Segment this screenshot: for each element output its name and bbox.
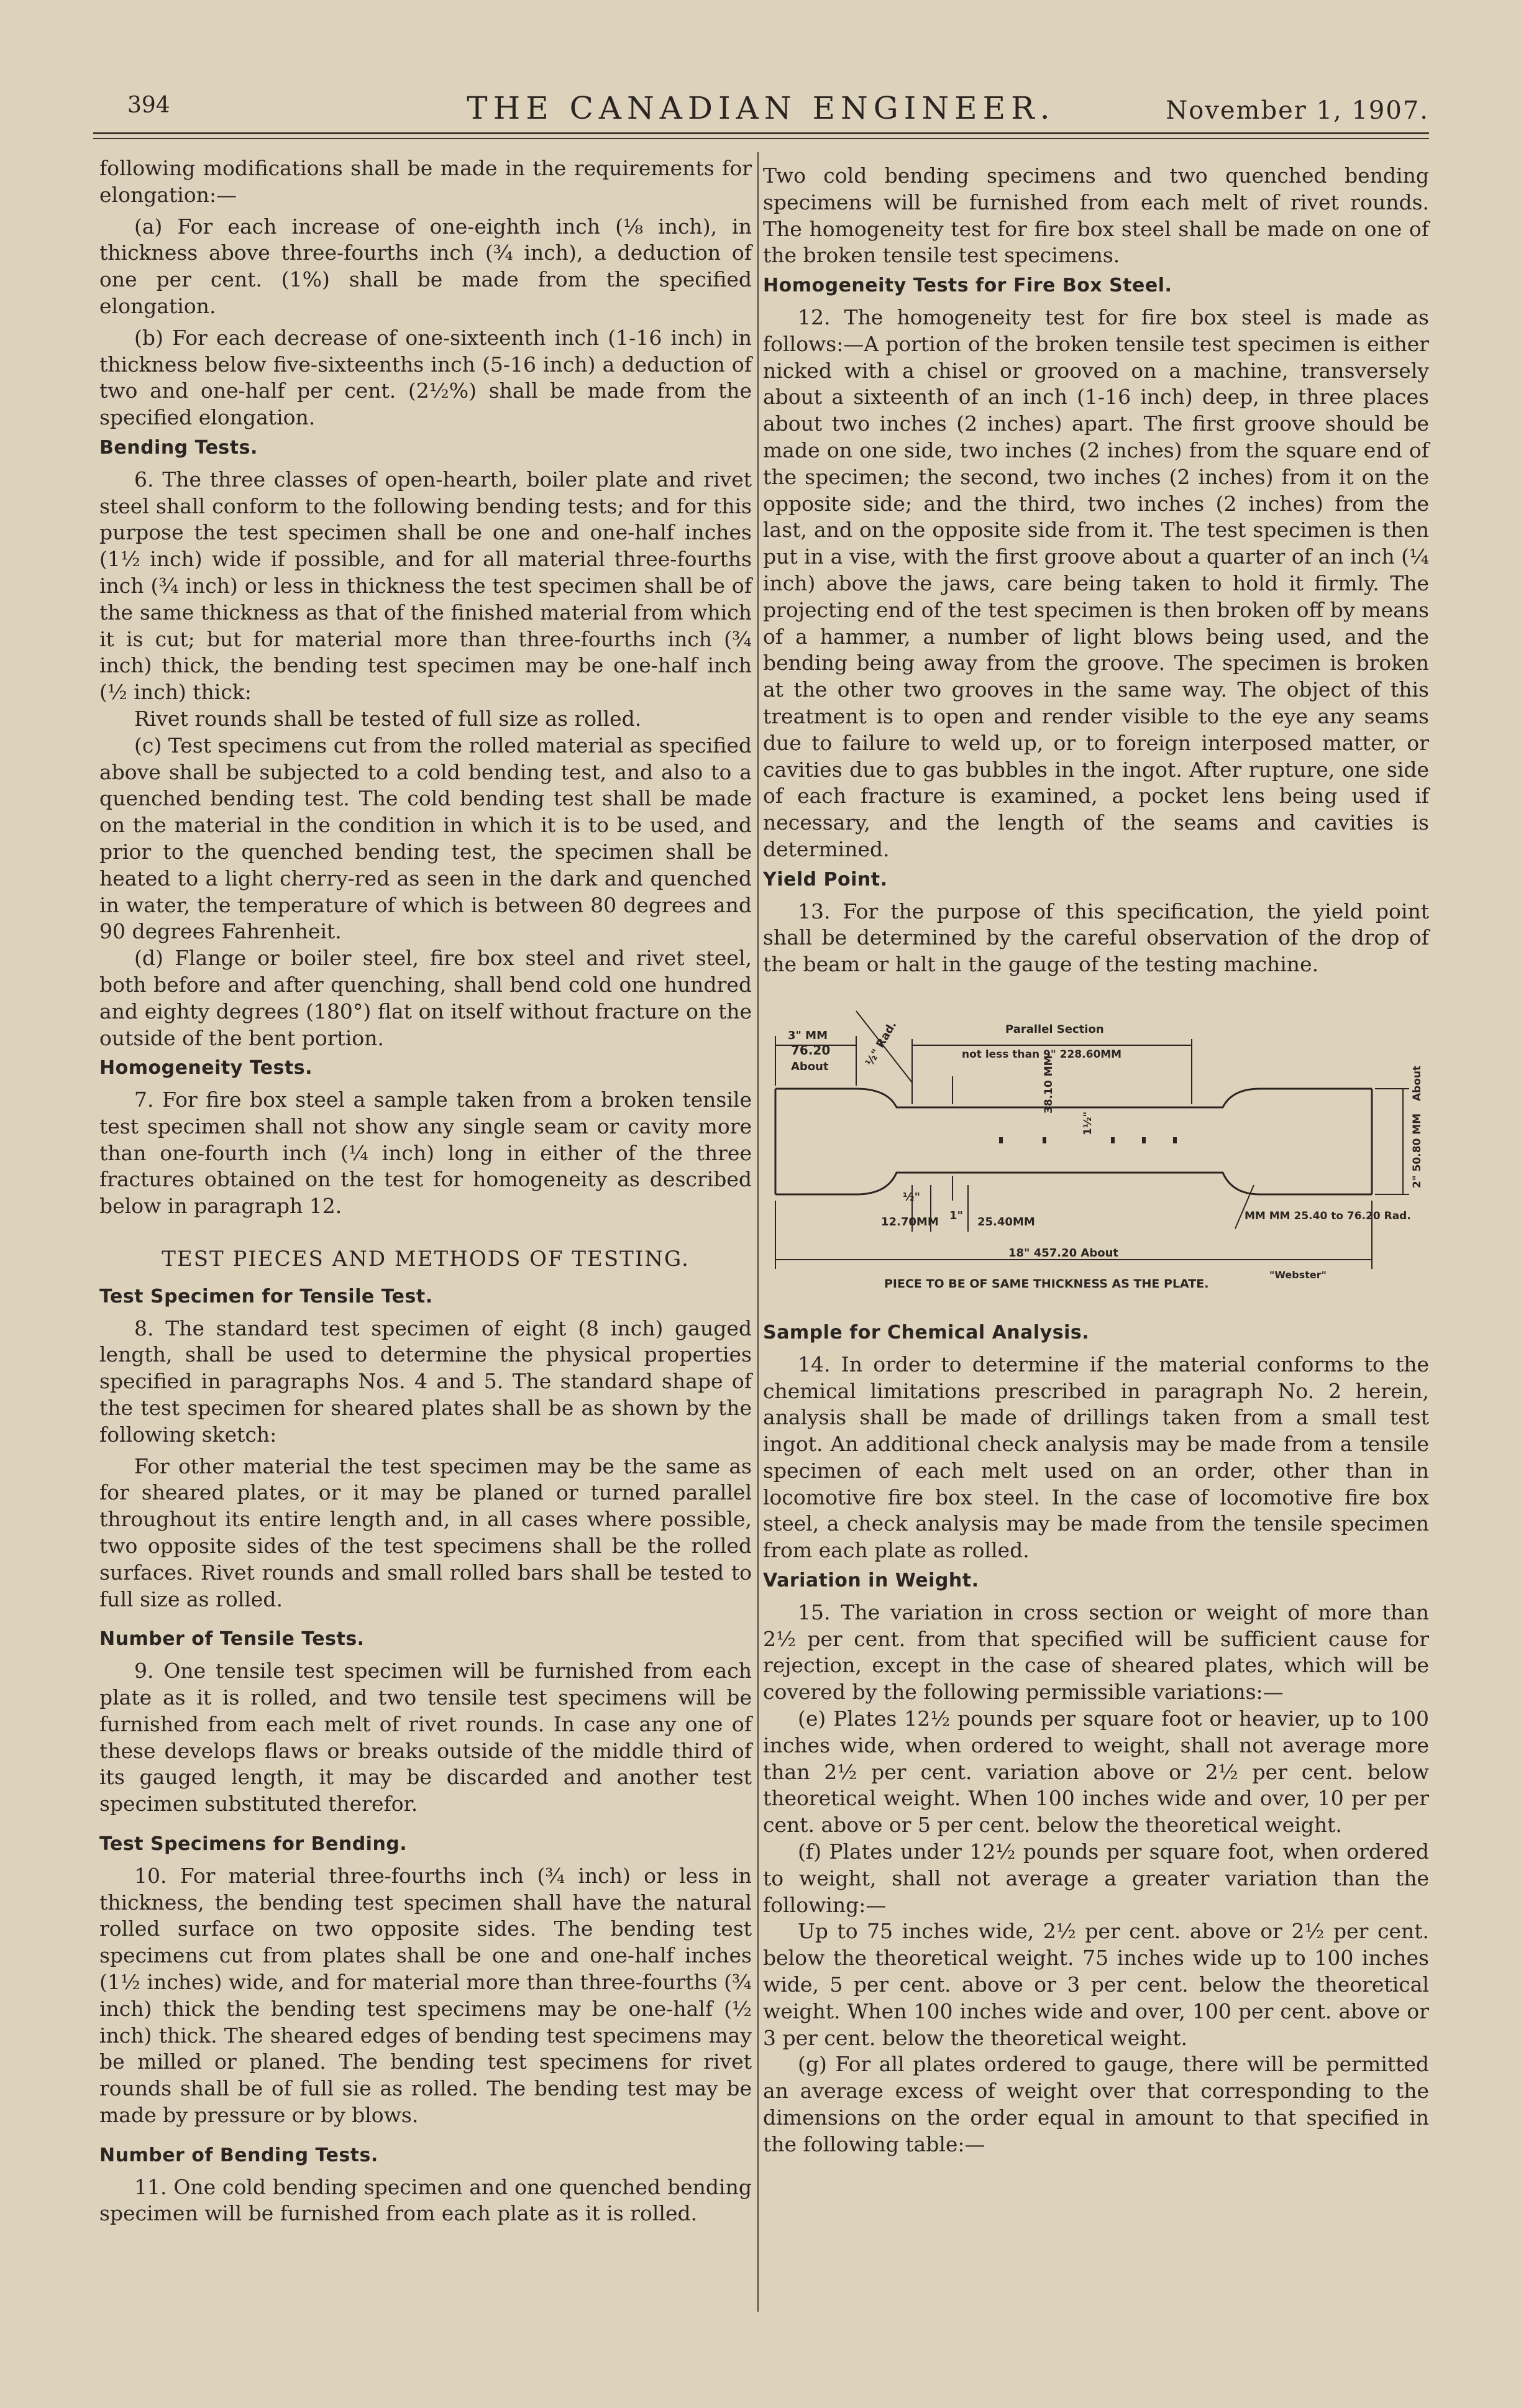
height-right: 2" 50.80 MM (1411, 1113, 1423, 1188)
journal-title: THE CANADIAN ENGINEER. (467, 90, 1056, 126)
paragraph: 14. In order to determine if the material conforms to the chemical limitations prescribed in paragraph No. 2 herein, analysis shall be made of drillings taken from a small test ingot. An additional check analysis may be made from a tensile specimen of each melt used on an order, other than in locomotive fire box steel. In the case of locomotive fire box steel, a check analysis may be made from the tensile specimen from each plate as rolled. (763, 1352, 1429, 1563)
paragraph: 8. The standard test specimen of eight (8 inch) gauged length, shall be used to determine the physical properties specified in paragraphs Nos. 4 and 5. The standard shape of the test specimen for sheared plates shall be as shown by the following sketch: (99, 1316, 752, 1447)
specimen-sketch (763, 1008, 1429, 1306)
section-heading: Number of Bending Tests. (99, 2144, 378, 2166)
column-divider (757, 152, 759, 2312)
dim-left-top: 3" MM (788, 1028, 828, 1042)
page-header (93, 90, 1429, 134)
header-rule-thin (93, 138, 1429, 139)
about-right: About (1411, 1065, 1423, 1101)
section-heading: Yield Point. (763, 868, 888, 890)
parallel-label: Parallel Section (1005, 1022, 1104, 1036)
paragraph: Up to 75 inches wide, 2½ per cent. above or 2½ per cent. below the theoretical weight. 75 inches wide up to 100 inches wide, 5 per cent. above or 3 per cent. below the theoretical weight. When 100 inches wide and over, 100 per cent. above or 3 per cent. below the theoretical weight. (763, 1919, 1429, 2050)
paragraph: 12. The homogeneity test for fire box steel is made as follows:—A portion of the broken tensile test specimen is either nicked with a chisel or grooved on a machine, transversely about a sixteenth of an inch (1-16 inch) deep, in three places about two inches (2 inches) apart. The first groove should be made on one side, two inches (2 inches) from the square end of the specimen; the second, two inches (2 inches) from it on the opposite side; and the third, two inches (2 inches) from the last, and on the opposite side from it. The test specimen is then put in a vise, with the first groove about a quarter of an inch (¼ inch) above the jaws, care being taken to hold it firmly. The projecting end of the test specimen is then broken off by means of a hammer, a number of light blows being used, and the bending being away from the groove. The specimen is broken at the other two grooves in the same way. The object of this treatment is to open and render visible to the eye any seams due to failure to weld up, or to foreign interposed matter, or cavities due to gas bubbles in the ingot. After rupture, one side of each fracture is examined, a pocket lens being used if necessary, and the length of the seams and cavities is determined. (763, 304, 1429, 861)
paragraph: (f) Plates under 12½ pounds per square foot, when ordered to weight, shall not average a greater variation than the following:— (763, 1839, 1429, 1917)
paragraph: 15. The variation in cross section or weight of more than 2½ per cent. from that specified will be sufficient cause for rejection, except in the case of sheared plates, which will be covered by the following permissible variations:— (763, 1600, 1429, 1705)
paragraph: Rivet rounds shall be tested of full size as rolled. (134, 706, 642, 731)
dim-small-in: ½" (903, 1190, 921, 1204)
overall-length: 18" 457.20 About (1008, 1246, 1119, 1260)
section-heading: Number of Tensile Tests. (99, 1628, 365, 1650)
paragraph: (c) Test specimens cut from the rolled material as specified above shall be subjected to a cold bending test, and also to a quenched bending test. The cold bending test shall be made on the material in the condition in which it is to be used, and prior to the quenched bending test, the specimen shall be heated to a light cherry-red as seen in the dark and quenched in water, the temperature of which is between 80 degrees and 90 degrees Fahrenheit. (99, 733, 752, 944)
page-number: 394 (127, 93, 170, 118)
dim-left-about: About (791, 1060, 829, 1073)
maker-mark: "Webster" (1269, 1268, 1327, 1281)
section-heading: Bending Tests. (99, 436, 258, 459)
paragraph: (d) Flange or boiler steel, fire box steel and rivet steel, both before and after quenching, shall bend cold one hundred and eighty degrees (180°) flat on itself without fracture on the outside of the bent portion. (99, 946, 752, 1050)
paragraph: 6. The three classes of open-hearth, boiler plate and rivet steel shall conform to the following bending tests; and for this purpose the test specimen shall be one and one-half inches (1½ inch) wide if possible, and for all material three-fourths inch (¾ inch) or less in thickness the test specimen shall be of the same thickness as that of the finished material from which it is cut; but for material more than three-fourths inch (¾ inch) thick, the bending test specimen may be one-half inch (½ inch) thick: (99, 467, 752, 705)
dim-mid: 25.40MM (977, 1215, 1035, 1229)
paragraph: Two cold bending specimens and two quenched bending specimens will be furnished from each melt of rivet rounds. The homogeneity test for fire box steel shall be made on one of the broken tensile test specimens. (763, 163, 1429, 268)
header-rule (93, 132, 1429, 134)
section-heading: Test Specimen for Tensile Test. (99, 1285, 433, 1307)
paragraph: 9. One tensile test specimen will be furnished from each plate as it is rolled, and two tensile test specimens will be furnished from each melt of rivet rounds. In case any one of these develops flaws or breaks outside of the middle third of its gauged length, it may be discarded and another test specimen substituted therefor. (99, 1659, 752, 1816)
paragraph: (a) For each increase of one-eighth inch (⅛ inch), in thickness above three-fourths inch (¾ inch), a deduction of one per cent. (1%) shall be made from the specified elongation. (99, 214, 752, 318)
left-column (99, 155, 752, 2227)
dim-left-val: 76.20 (791, 1042, 831, 1058)
paragraph: 13. For the purpose of this specification, the yield point shall be determined by the careful observation of the drop of the beam or halt in the gauge of the testing machine. (763, 899, 1429, 977)
section-heading: Variation in Weight. (763, 1570, 979, 1592)
right-column (763, 163, 1429, 2158)
section-heading: Homogeneity Tests for Fire Box Steel. (763, 275, 1172, 297)
section-heading: Sample for Chemical Analysis. (763, 1321, 1090, 1344)
dim-mid-in: 1" (949, 1209, 963, 1222)
section-heading: Homogeneity Tests. (99, 1057, 313, 1079)
paragraph: 11. One cold bending specimen and one quenched bending specimen will be furnished from each plate as it is rolled. (99, 2174, 752, 2226)
test-specimen-figure (763, 1008, 1429, 1306)
major-heading: TEST PIECES AND METHODS OF TESTING. (162, 1247, 690, 1272)
width-mm: 38.10 MM (1043, 1055, 1055, 1114)
section-heading: Test Specimens for Bending. (99, 1833, 408, 1856)
figure-caption: PIECE TO BE OF SAME THICKNESS AS THE PLATE. (884, 1276, 1209, 1291)
dim-small: 12.70MM (881, 1215, 939, 1229)
issue-date: November 1, 1907. (1166, 96, 1429, 125)
parallel-length: not less than 9" 228.60MM (962, 1048, 1122, 1061)
paragraph: (g) For all plates ordered to gauge, there will be permitted an average excess of weight over that corresponding to the dimensions on the order equal in amount to that specified in the following table:— (763, 2052, 1429, 2156)
radius-right: MM MM 25.40 to 76.20 Rad. (1245, 1209, 1411, 1222)
paragraph: following modifications shall be made in the requirements for elongation:— (99, 156, 752, 207)
paragraph: 7. For fire box steel a sample taken from a broken tensile test specimen shall not show any single seam or cavity more than one-fourth inch (¼ inch) long in either of the three fractures obtained on the test for homogeneity as described below in paragraph 12. (99, 1087, 752, 1219)
width-in: 1½" (1082, 1111, 1094, 1135)
paragraph: (b) For each decrease of one-sixteenth inch (1-16 inch) in thickness below five-sixteenths inch (5-16 inch) a deduction of two and one-half per cent. (2½%) shall be made from the specified elongation. (99, 325, 752, 430)
radius-label: ½" Rad. (863, 1019, 900, 1069)
paragraph: 10. For material three-fourths inch (¾ inch) or less in thickness, the bending test specimen shall have the natural rolled surface on two opposite sides. The bending test specimens cut from plates shall be one and one-half inches (1½ inches) wide, and for material more than three-fourths (¾ inch) thick the bending test specimens may be one-half (½ inch) thick. The sheared edges of bending test specimens may be milled or planed. The bending test specimens for rivet rounds shall be of full sie as rolled. The bending test may be made by pressure or by blows. (99, 1863, 752, 2127)
paragraph: (e) Plates 12½ pounds per square foot or heavier, up to 100 inches wide, when ordered to weight, shall not average more than 2½ per cent. variation above or 2½ per cent. below theoretical weight. When 100 inches wide and over, 10 per per cent. above or 5 per cent. below the theoretical weight. (763, 1706, 1429, 1838)
paragraph: For other material the test specimen may be the same as for sheared plates, or it may be planed or turned parallel throughout its entire length and, in all cases where possible, two opposite sides of the test specimens shall be the rolled surfaces. Rivet rounds and small rolled bars shall be tested to full size as rolled. (99, 1453, 752, 1611)
